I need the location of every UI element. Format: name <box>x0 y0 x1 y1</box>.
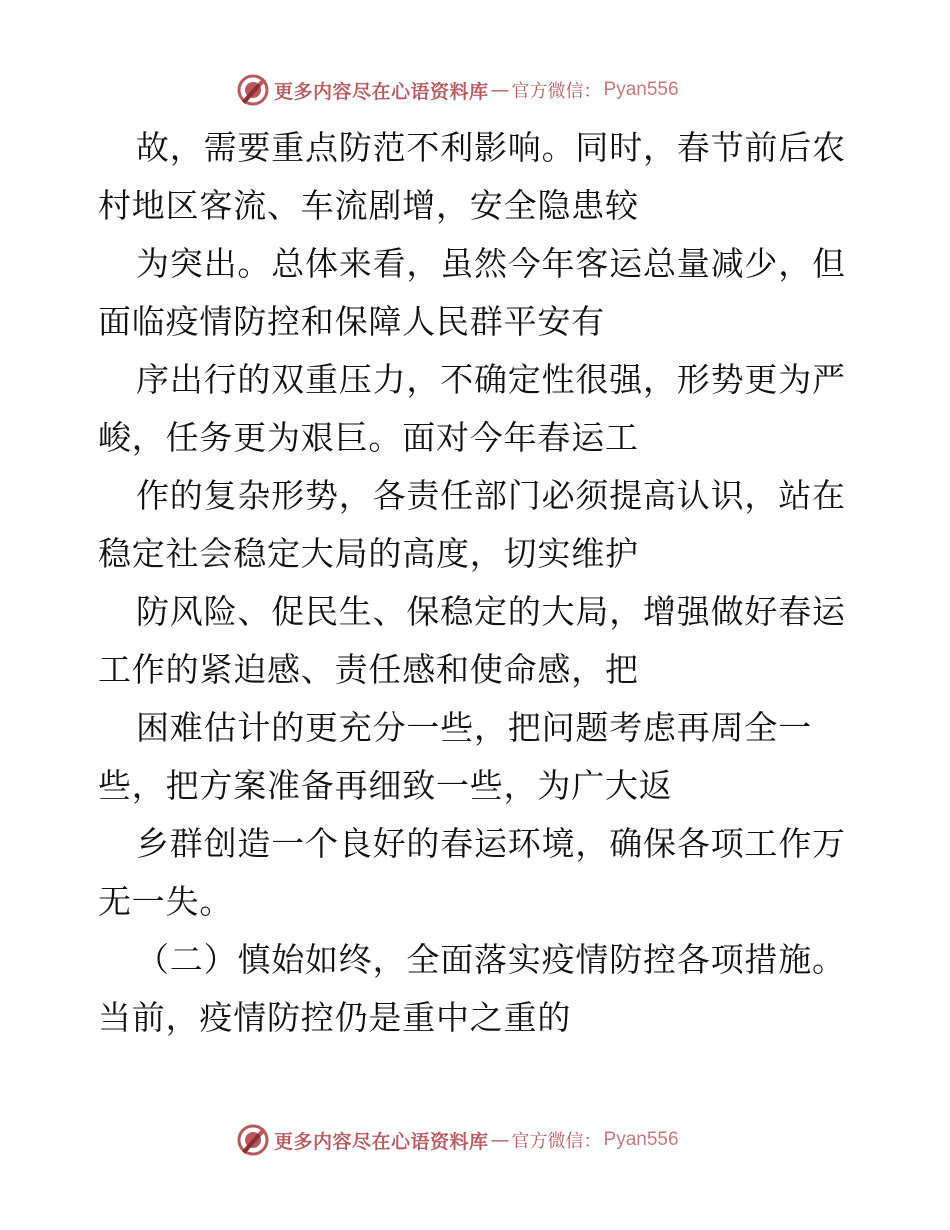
banner-brand-text: 更多内容尽在心语资料库 <box>274 80 489 103</box>
text-line: 无一失。 <box>98 882 234 921</box>
pen-seal-logo-icon <box>236 1123 270 1157</box>
text-line: 峻，任务更为艰巨。面对今年春运工 <box>98 418 639 457</box>
header-banner <box>236 72 679 108</box>
banner-wechat-label: 官方微信： <box>511 81 602 102</box>
banner-wechat-label: 官方微信： <box>511 1131 602 1152</box>
pen-seal-logo-icon <box>236 73 270 107</box>
text-line: 故，需要重点防范不利影响。同时，春节前后农 <box>136 128 846 167</box>
text-line: 困难估计的更充分一些，把问题考虑再周全一 <box>136 708 812 747</box>
text-line: 工作的紧迫感、责任感和使命感，把 <box>98 650 639 689</box>
text-line: 防风险、促民生、保稳定的大局，增强做好春运 <box>136 592 846 631</box>
text-line: 序出行的双重压力，不确定性很强，形势更为严 <box>136 360 846 399</box>
banner-wechat-id: Pyan556 <box>603 1129 679 1150</box>
text-line: 村地区客流、车流剧增，安全隐患较 <box>98 186 639 225</box>
text-line: 稳定社会稳定大局的高度，切实维护 <box>98 534 639 573</box>
document-body <box>98 119 858 1047</box>
section-heading-line: （二）慎始如终，全面落实疫情防控各项措施。 <box>136 940 846 979</box>
text-line: 些，把方案准备再细致一些，为广大返 <box>98 766 673 805</box>
text-line: 当前，疫情防控仍是重中之重的 <box>98 998 572 1037</box>
banner-wechat-id: Pyan556 <box>603 79 679 100</box>
banner-dash: — <box>490 1129 510 1151</box>
banner-dash: — <box>490 79 510 101</box>
banner-brand-text: 更多内容尽在心语资料库 <box>274 1130 489 1153</box>
text-line: 乡群创造一个良好的春运环境，确保各项工作万 <box>136 824 846 863</box>
text-line: 面临疫情防控和保障人民群平安有 <box>98 302 605 341</box>
footer-banner <box>236 1122 679 1158</box>
text-line: 为突出。总体来看，虽然今年客运总量减少，但 <box>136 244 846 283</box>
text-line: 作的复杂形势，各责任部门必须提高认识，站在 <box>136 476 846 515</box>
